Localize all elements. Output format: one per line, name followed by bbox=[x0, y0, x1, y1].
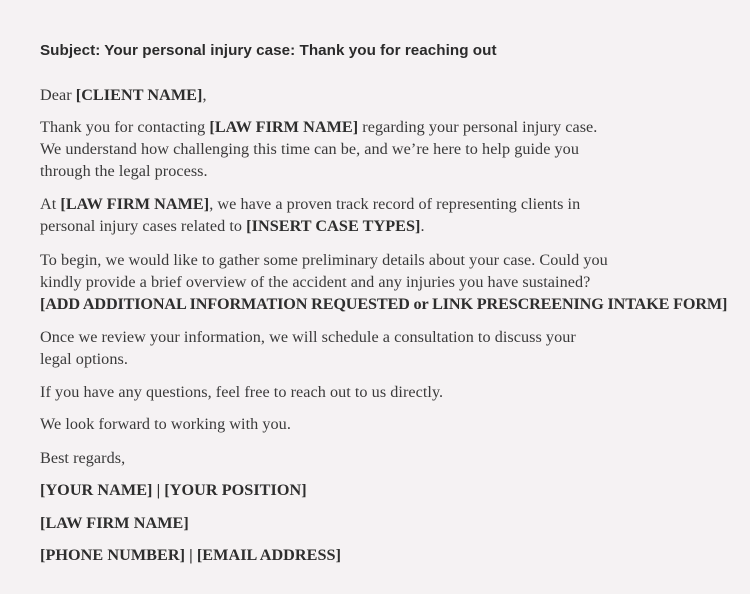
paragraph-4-line-2: legal options. bbox=[40, 350, 128, 368]
client-name-placeholder: [CLIENT NAME] bbox=[75, 86, 203, 104]
paragraph-2-line-2 bbox=[40, 215, 425, 237]
law-firm-name-placeholder: [LAW FIRM NAME] bbox=[60, 195, 210, 213]
paragraph-3-line-1: To begin, we would like to gather some preliminary details about your case. Could you bbox=[40, 251, 608, 269]
signature-contact: [PHONE NUMBER] | [EMAIL ADDRESS] bbox=[40, 546, 342, 564]
paragraph-5: If you have any questions, feel free to reach out to us directly. bbox=[40, 383, 444, 401]
paragraph-1-text: regarding your personal injury case. bbox=[358, 118, 598, 136]
greeting-suffix: , bbox=[202, 86, 207, 104]
paragraph-6: We look forward to working with you. bbox=[40, 415, 291, 433]
paragraph-1-line-1 bbox=[40, 116, 597, 138]
paragraph-2-text: At bbox=[40, 195, 61, 213]
email-subject: Subject: Your personal injury case: Thank you for reaching out bbox=[40, 42, 497, 59]
paragraph-2-text: . bbox=[420, 217, 425, 235]
paragraph-2-text: , we have a proven track record of representing clients in bbox=[209, 195, 581, 213]
paragraph-1-text: Thank you for contacting bbox=[40, 118, 210, 136]
paragraph-1-line-2: We understand how challenging this time can be, and we’re here to help guide you bbox=[40, 140, 579, 158]
additional-info-placeholder: [ADD ADDITIONAL INFORMATION REQUESTED or LINK PRESCREENING INTAKE FORM] bbox=[40, 295, 728, 313]
paragraph-2-text: personal injury cases related to bbox=[40, 217, 247, 235]
greeting-prefix: Dear bbox=[40, 86, 76, 104]
paragraph-4-line-1: Once we review your information, we will schedule a consultation to discuss your bbox=[40, 328, 576, 346]
signature-name-position: [YOUR NAME] | [YOUR POSITION] bbox=[40, 481, 307, 499]
case-types-placeholder: [INSERT CASE TYPES] bbox=[246, 217, 421, 235]
paragraph-1-line-3: through the legal process. bbox=[40, 162, 208, 180]
closing: Best regards, bbox=[40, 449, 126, 467]
paragraph-2-line-1 bbox=[40, 193, 580, 215]
law-firm-name-placeholder: [LAW FIRM NAME] bbox=[209, 118, 359, 136]
signature-firm: [LAW FIRM NAME] bbox=[40, 514, 189, 532]
paragraph-3-line-2: kindly provide a brief overview of the accident and any injuries you have sustained? bbox=[40, 273, 591, 291]
greeting bbox=[40, 84, 207, 106]
